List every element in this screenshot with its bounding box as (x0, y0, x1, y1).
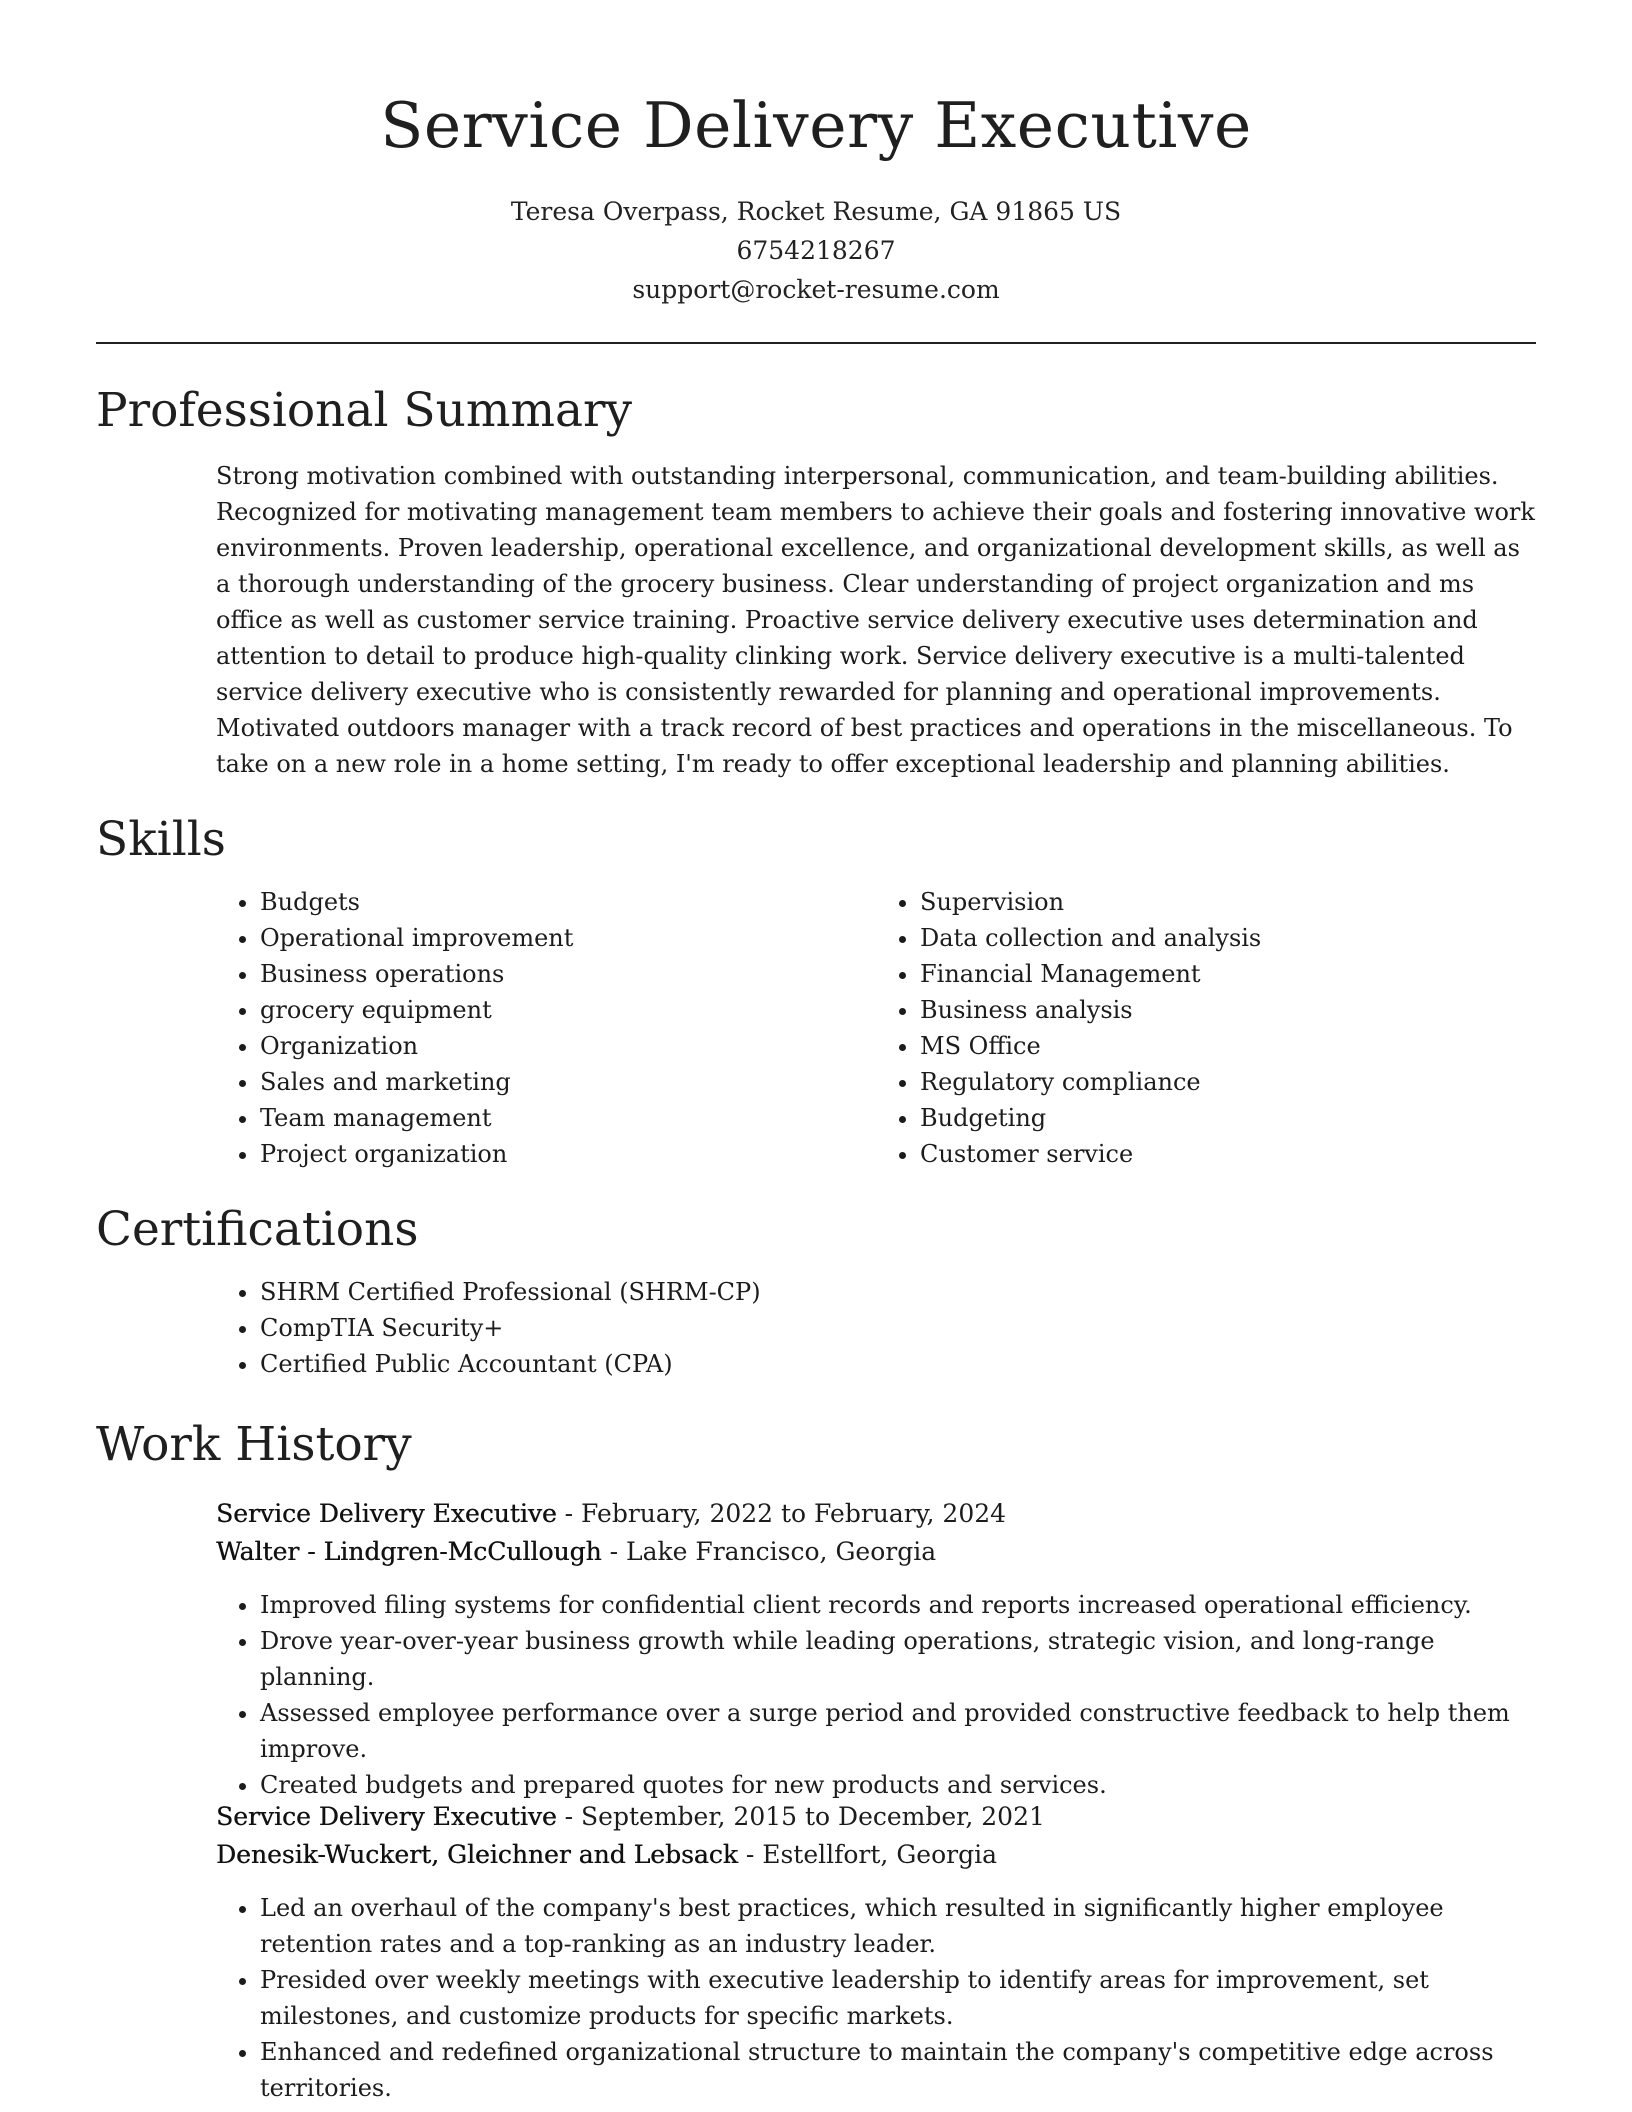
skills-list-left (216, 884, 876, 1172)
job-company: Denesik-Wuckert, Gleichner and Lebsack (216, 1840, 738, 1869)
skill-item: • Business analysis (920, 992, 1536, 1028)
skill-item: • Sales and marketing (260, 1064, 876, 1100)
skill-item: • Team management (260, 1100, 876, 1136)
job-bullets (216, 1890, 1536, 2106)
certification-item: • CompTIA Security+ (260, 1310, 1536, 1346)
job-title-line (216, 1798, 1536, 1836)
skill-item: • Regulatory compliance (920, 1064, 1536, 1100)
certifications-heading: Certifications (96, 1202, 419, 1257)
job-dates: - September, 2015 to December, 2021 (556, 1802, 1045, 1831)
summary-heading: Professional Summary (96, 383, 633, 438)
certifications-section (216, 1274, 1536, 1382)
job-location: - Lake Francisco, Georgia (601, 1537, 937, 1566)
job-bullet: • Created budgets and prepared quotes for new products and services. (260, 1767, 1536, 1803)
job-bullets (216, 1587, 1536, 1803)
job-company-line (216, 1533, 1536, 1571)
contact-email: support@rocket-resume.com (632, 275, 1000, 304)
skill-item: • Financial Management (920, 956, 1536, 992)
job-bullet: • Drove year-over-year business growth while leading operations, strategic vision, and long-range planning. (260, 1623, 1536, 1695)
certification-item: • Certified Public Accountant (CPA) (260, 1346, 1536, 1382)
job-title-line (216, 1495, 1536, 1533)
job-title: Service Delivery Executive (216, 1499, 557, 1528)
job-bullet: • Assessed employee performance over a surge period and provided constructive feedback to help them improve. (260, 1695, 1536, 1767)
skill-item: • Operational improvement (260, 920, 876, 956)
skill-item: • Budgets (260, 884, 876, 920)
job-bullet: • Improved filing systems for confidential client records and reports increased operational efficiency. (260, 1587, 1536, 1623)
skill-item: • Budgeting (920, 1100, 1536, 1136)
skills-grid (216, 884, 1536, 1172)
certifications-list (216, 1274, 1536, 1382)
job-location: - Estellfort, Georgia (737, 1840, 997, 1869)
skills-heading: Skills (96, 812, 226, 867)
contact-block (96, 192, 1536, 309)
header-divider (96, 342, 1536, 344)
skill-item: • grocery equipment (260, 992, 876, 1028)
job-bullet: • Led an overhaul of the company's best practices, which resulted in significantly higher employee retention rates and a top-ranking as an industry leader. (260, 1890, 1536, 1962)
job-bullet: • Presided over weekly meetings with executive leadership to identify areas for improvement, set milestones, and customize products for specific markets. (260, 1962, 1536, 2034)
summary-text: Strong motivation combined with outstanding interpersonal, communication, and team-building abilities. Recognized for motivating management team members to achieve their goals and fostering innovative work environments. Proven leadership, operational excellence, and organizational development skills, as well as a thorough understanding of the grocery business. Clear understanding of project organization and ms office as well as customer service training. Proactive service delivery executive uses determination and attention to detail to produce high-quality clinking work. Service delivery executive is a multi-talented service delivery executive who is consistently rewarded for planning and operational improvements. Motivated outdoors manager with a track record of best practices and operations in the miscellaneous. To take on a new role in a home setting, I'm ready to offer exceptional leadership and planning abilities. (216, 462, 1535, 778)
certification-item: • SHRM Certified Professional (SHRM-CP) (260, 1274, 1536, 1310)
skill-item: • Data collection and analysis (920, 920, 1536, 956)
skill-item: • Customer service (920, 1136, 1536, 1172)
skill-item: • Business operations (260, 956, 876, 992)
job-entry (216, 1495, 1536, 1803)
skills-list-right (876, 884, 1536, 1172)
contact-address: Teresa Overpass, Rocket Resume, GA 91865 US (510, 197, 1122, 226)
summary-section (216, 458, 1536, 782)
work-history-heading: Work History (96, 1417, 412, 1472)
job-company-line (216, 1836, 1536, 1874)
job-company: Walter - Lindgren-McCullough (216, 1537, 602, 1566)
skill-item: • Organization (260, 1028, 876, 1064)
skill-item: • Supervision (920, 884, 1536, 920)
skill-item: • MS Office (920, 1028, 1536, 1064)
job-entry (216, 1798, 1536, 2106)
contact-phone: 6754218267 (736, 236, 896, 265)
resume-title: Service Delivery Executive (380, 89, 1252, 162)
skill-item: • Project organization (260, 1136, 876, 1172)
job-title: Service Delivery Executive (216, 1802, 557, 1831)
job-dates: - February, 2022 to February, 2024 (556, 1499, 1007, 1528)
job-bullet: • Enhanced and redefined organizational structure to maintain the company's competitive edge across territories. (260, 2034, 1536, 2106)
